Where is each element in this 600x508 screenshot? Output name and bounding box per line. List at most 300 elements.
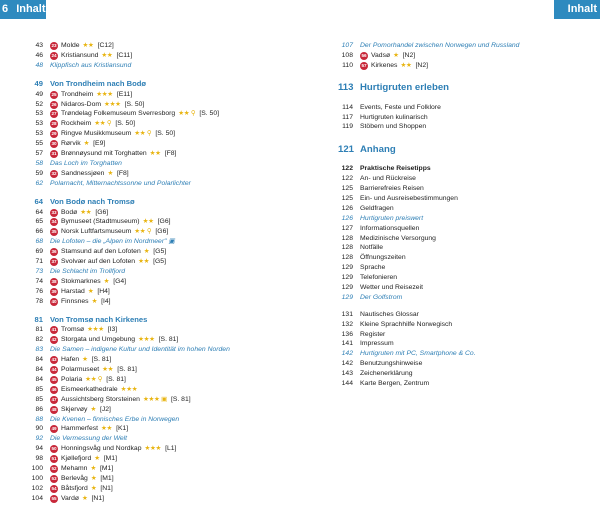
sight-number-badge: 26: [51, 101, 57, 107]
map-reference: [S. 50]: [155, 130, 176, 138]
map-reference: [N2]: [415, 61, 428, 69]
toc-entry-label: Notfälle: [360, 244, 384, 252]
rating-stars-icon: ★★: [82, 42, 94, 49]
toc-entry[interactable]: [338, 339, 578, 349]
toc-entry[interactable]: [338, 369, 578, 379]
map-reference: [M1]: [100, 474, 114, 482]
map-reference: [S. 81]: [158, 336, 179, 344]
toc-feature-entry[interactable]: [28, 237, 298, 247]
sight-number-badge: 42: [51, 337, 57, 343]
toc-entry-text: [360, 194, 458, 204]
toc-entry-text: [360, 61, 428, 71]
toc-entry[interactable]: [338, 330, 578, 340]
toc-entry[interactable]: [28, 247, 298, 257]
toc-entry[interactable]: [28, 51, 298, 61]
toc-entry-text: [50, 217, 170, 227]
toc-page-number: 64: [35, 208, 43, 216]
toc-page-number: 59: [35, 169, 43, 177]
sight-number-badge: 27: [51, 111, 57, 117]
toc-entry-text: [360, 174, 416, 184]
toc-entry[interactable]: [28, 297, 298, 307]
toc-page-number: 107: [341, 42, 353, 49]
sight-number-badge: 39: [51, 288, 57, 294]
toc-entry-text: [50, 179, 191, 189]
toc-entry-text: [360, 184, 424, 194]
sight-number-badge: 48: [51, 406, 57, 412]
toc-entry-text: [360, 339, 394, 349]
chapter-title: Hurtigruten erleben: [360, 82, 450, 94]
toc-entry-text: [50, 385, 140, 395]
toc-feature-entry[interactable]: [338, 41, 578, 51]
map-reference: [S. 50]: [115, 120, 135, 128]
rating-stars-icon: ★: [90, 484, 97, 492]
toc-page-number: 69: [35, 248, 43, 256]
toc-feature-entry[interactable]: [28, 159, 298, 169]
toc-entry[interactable]: [28, 385, 298, 395]
sight-number-badge: 23: [51, 42, 57, 48]
toc-entry[interactable]: [28, 454, 298, 464]
spacer: [338, 96, 578, 103]
toc-entry-text: [50, 355, 111, 365]
toc-entry[interactable]: [28, 227, 298, 237]
toc-entry-label: Medizinische Versorgung: [360, 234, 436, 242]
toc-entry[interactable]: [28, 257, 298, 267]
toc-entry-text: [50, 464, 113, 474]
rating-stars-icon: ★: [90, 464, 96, 472]
toc-page-number: 114: [342, 103, 353, 111]
toc-entry-label: Wetter und Reisezeit: [360, 284, 423, 292]
toc-entry-label: Geldfragen: [360, 204, 394, 212]
toc-page-number: 128: [341, 234, 353, 242]
toc-entry[interactable]: [338, 234, 578, 244]
spacer: [28, 71, 298, 78]
rating-stars-icon: ★: [82, 356, 88, 364]
toc-page-number: 132: [341, 320, 353, 328]
rating-stars-icon: ★★★: [144, 445, 162, 453]
map-reference: [G6]: [155, 228, 169, 236]
sight-name: Kirkenes: [371, 61, 398, 69]
toc-page-number: 73: [35, 267, 43, 275]
sight-name: Polarmuseet: [61, 366, 100, 374]
toc-entry[interactable]: [338, 310, 578, 320]
right-page-number: 7: [590, 22, 597, 34]
sight-number-badge: 53: [51, 475, 57, 481]
sight-name: Brønnøysund mit Torghatten: [61, 150, 147, 158]
toc-entry[interactable]: [338, 113, 578, 123]
toc-entry[interactable]: [338, 61, 578, 71]
sight-name: Bodø: [61, 208, 78, 216]
toc-entry[interactable]: [28, 287, 298, 297]
toc-entry[interactable]: [28, 355, 298, 365]
toc-entry-text: [50, 41, 114, 51]
toc-entry-text: [360, 122, 426, 132]
toc-page-number: 85: [35, 385, 43, 393]
toc-page-number: 129: [341, 293, 353, 301]
toc-entry[interactable]: [28, 90, 298, 100]
sight-name: Ringve Musikkmuseum: [61, 130, 132, 138]
toc-page-number: 141: [341, 340, 353, 348]
toc-entry[interactable]: [28, 395, 298, 405]
toc-entry[interactable]: [28, 208, 298, 218]
toc-entry[interactable]: [28, 494, 298, 504]
toc-entry-text: [360, 359, 422, 369]
toc-feature-entry[interactable]: [28, 267, 298, 277]
toc-entry-text: [360, 164, 431, 174]
toc-entry[interactable]: [28, 217, 298, 227]
toc-page-number: 142: [341, 350, 353, 358]
toc-entry-label: Benutzungshinweise: [360, 360, 423, 368]
toc-entry-text: [50, 51, 132, 61]
sight-number-badge: 51: [51, 456, 57, 462]
toc-entry[interactable]: [28, 325, 298, 335]
toc-entry[interactable]: [338, 379, 578, 389]
toc-entry-label: Das Loch im Torghatten: [50, 159, 122, 167]
map-reference: [K1]: [116, 425, 129, 433]
toc-entry-text: [50, 444, 176, 454]
toc-page-number: 74: [35, 277, 43, 285]
toc-entry-text: [50, 100, 144, 110]
toc-section-heading[interactable]: [28, 313, 298, 325]
sight-number-badge: 56: [361, 52, 367, 58]
toc-entry-label: Die Kvenen – finnisches Erbe in Norwegen: [50, 415, 180, 423]
toc-entry[interactable]: [338, 263, 578, 273]
sight-name: Harstad: [61, 287, 85, 295]
toc-page-number: 46: [35, 51, 43, 59]
map-reference: [S. 81]: [170, 395, 191, 403]
sight-number-badge: 46: [51, 386, 57, 392]
toc-entry-text: [50, 257, 166, 267]
toc-page-number: 85: [35, 395, 43, 403]
toc-page-number: 110: [342, 61, 353, 69]
toc-entry[interactable]: [28, 41, 298, 51]
rating-stars-icon: ★★★: [96, 90, 113, 98]
rating-stars-icon: ★: [87, 287, 94, 295]
chapter-title: Anhang: [360, 143, 396, 155]
rating-stars-icon: ★★ ⚲: [178, 110, 196, 118]
toc-entry-text: [50, 169, 129, 179]
toc-entry[interactable]: [338, 204, 578, 214]
toc-entry[interactable]: [338, 283, 578, 293]
map-reference: [F8]: [116, 169, 129, 177]
sight-name: Storgata und Umgebung: [61, 336, 136, 344]
map-reference: [G4]: [113, 277, 127, 285]
rating-stars-icon: ★★: [138, 258, 150, 266]
toc-page-number: 76: [35, 287, 43, 295]
toc-entry[interactable]: [28, 474, 298, 484]
toc-page-number: 83: [35, 346, 43, 354]
rating-stars-icon: ★: [82, 494, 88, 502]
rating-stars-icon: ★★: [80, 208, 92, 216]
toc-page-number: 104: [31, 494, 43, 502]
toc-entry-label: Zeichenerklärung: [360, 370, 413, 378]
toc-entry[interactable]: [28, 169, 298, 179]
sight-name: Honningsvåg und Nordkap: [61, 445, 142, 453]
sight-name: Stokmarknes: [61, 277, 101, 285]
toc-page-number: 92: [35, 435, 43, 443]
toc-entry[interactable]: [338, 253, 578, 263]
sight-name: Stamsund auf den Lofoten: [61, 248, 141, 256]
rating-stars-icon: ★★: [101, 425, 113, 433]
toc-entry-text: [50, 484, 113, 494]
toc-entry-text: [50, 247, 166, 257]
toc-subheading[interactable]: [338, 164, 578, 174]
toc-entry-label: Sprache: [360, 264, 386, 272]
rating-stars-icon: ★★★: [104, 100, 121, 108]
left-header-title: Inhalt: [16, 3, 46, 15]
toc-entry-text: [50, 474, 114, 484]
map-reference: [M1]: [103, 455, 117, 463]
toc-feature-entry[interactable]: [28, 345, 298, 355]
toc-entry[interactable]: [28, 424, 298, 434]
sight-number-badge: 41: [51, 327, 57, 333]
map-reference: [I4]: [101, 297, 111, 305]
toc-entry[interactable]: [28, 484, 298, 494]
toc-entry-label: Die Samen – indigene Kultur und Identität im hohen Norden: [50, 346, 230, 354]
toc-page-number: 52: [35, 100, 43, 108]
toc-entry-text: [360, 41, 519, 51]
map-reference: [N1]: [100, 484, 113, 492]
sight-name: Kristiansund: [61, 51, 99, 59]
toc-page-number: 84: [35, 366, 43, 374]
rating-stars-icon: ★: [94, 455, 100, 463]
toc-page-number: 53: [35, 130, 43, 138]
toc-page-number: 108: [341, 51, 353, 59]
toc-page-number: 128: [341, 244, 353, 252]
toc-section-heading[interactable]: [28, 196, 298, 208]
rating-stars-icon: ★: [83, 140, 90, 148]
toc-entry[interactable]: [338, 194, 578, 204]
toc-page-number: 55: [35, 140, 43, 148]
toc-entry-label: Impressum: [360, 340, 394, 348]
sight-name: Trondheim: [61, 90, 94, 98]
toc-page-number: 143: [341, 370, 353, 378]
sight-name: Nidaros-Dom: [61, 100, 102, 108]
map-reference: [J2]: [99, 405, 111, 413]
toc-page-number: 100: [31, 464, 43, 472]
toc-entry-text: [360, 320, 452, 330]
toc-feature-entry[interactable]: [338, 214, 578, 224]
toc-entry[interactable]: [28, 375, 298, 385]
toc-entry[interactable]: [338, 273, 578, 283]
toc-section-heading[interactable]: [28, 78, 298, 90]
sight-number-badge: 32: [51, 170, 57, 176]
toc-page-number: 117: [342, 113, 353, 121]
toc-page-number: 84: [35, 356, 43, 364]
toc-entry-text: [50, 287, 110, 297]
toc-page-number: 57: [35, 150, 43, 158]
sight-name: Kjøllefjord: [61, 455, 92, 463]
toc-entry[interactable]: [28, 119, 298, 129]
toc-entry-text: [360, 310, 419, 320]
toc-entry[interactable]: [28, 149, 298, 159]
toc-entry-text: [360, 103, 441, 113]
rating-stars-icon: ★★★: [87, 326, 104, 334]
toc-page-number: 126: [341, 214, 353, 222]
toc-entry-label: Von Trondheim nach Bodø: [50, 78, 147, 88]
rating-stars-icon: ★: [143, 248, 150, 256]
toc-page-number: 82: [35, 336, 43, 344]
toc-entry-text: [360, 224, 419, 234]
sight-number-badge: 28: [51, 121, 57, 127]
chapter-heading[interactable]: [338, 80, 578, 96]
toc-entry-text: [50, 208, 108, 218]
toc-entry[interactable]: [338, 320, 578, 330]
toc-page-number: 119: [342, 123, 353, 131]
map-reference: [S. 81]: [117, 366, 137, 374]
toc-entry-text: [50, 197, 135, 207]
sight-name: Båtsfjord: [61, 484, 88, 492]
toc-entry-text: [50, 61, 131, 71]
sight-number-badge: 44: [51, 367, 57, 372]
map-reference: [S. 81]: [106, 375, 126, 383]
toc-entry[interactable]: [28, 129, 298, 139]
rating-stars-icon: ★★ ⚲: [134, 228, 152, 236]
toc-page-number: 84: [35, 375, 43, 383]
toc-entry-text: [360, 379, 429, 389]
toc-entry[interactable]: [338, 51, 578, 61]
rating-stars-icon: ★★ ⚲: [85, 375, 103, 383]
toc-entry-label: Events, Feste und Folklore: [360, 103, 441, 111]
sight-name: Bymuseet (Stadtmuseum): [61, 218, 140, 226]
sight-number-badge: 45: [51, 376, 57, 382]
rating-stars-icon: ★★: [102, 366, 114, 374]
toc-page-number: 125: [341, 185, 353, 193]
toc-entry-text: [50, 454, 117, 464]
rating-stars-icon: ★: [91, 297, 98, 305]
toc-entry-label: Klippfisch aus Kristiansund: [50, 61, 132, 69]
sight-number-badge: 49: [51, 426, 57, 432]
toc-entry-label: Barrierefreies Reisen: [360, 185, 424, 193]
sight-name: Tromsø: [61, 326, 85, 334]
toc-entry-text: [50, 277, 126, 287]
toc-feature-entry[interactable]: [28, 179, 298, 189]
toc-entry-label: Hurtigruten kulinarisch: [360, 113, 428, 121]
toc-entry-text: [360, 253, 406, 263]
sight-number-badge: 43: [51, 357, 57, 363]
chapter-heading[interactable]: [338, 141, 578, 157]
toc-feature-entry[interactable]: [338, 293, 578, 303]
toc-entry-text: [50, 494, 104, 504]
toc-feature-entry[interactable]: [28, 61, 298, 71]
toc-entry-text: [360, 214, 423, 224]
rating-stars-icon: ★: [103, 277, 110, 285]
sight-number-badge: 47: [51, 396, 57, 402]
toc-entry-label: Praktische Reisetipps: [360, 165, 431, 173]
toc-entry-text: [360, 283, 423, 293]
sight-number-badge: 25: [51, 91, 57, 97]
toc-entry-text: [50, 119, 135, 129]
toc-entry-text: [50, 139, 105, 149]
toc-entry[interactable]: [28, 365, 298, 375]
toc-entry[interactable]: [338, 122, 578, 132]
sight-name: Hammerfest: [61, 425, 99, 433]
toc-entry-label: Die Schlacht im Trollfjord: [50, 267, 126, 275]
sight-number-badge: 33: [51, 209, 57, 215]
toc-entry[interactable]: [28, 464, 298, 474]
sight-name: Norsk Luftfartsmuseum: [61, 228, 132, 236]
toc-entry[interactable]: [338, 184, 578, 194]
toc-page-number: 43: [35, 42, 43, 49]
toc-entry-label: Telefonieren: [360, 274, 398, 282]
map-reference: [G5]: [153, 248, 167, 256]
right-header-title: Inhalt: [567, 3, 597, 15]
map-reference: [I3]: [107, 326, 118, 334]
toc-page-number: 142: [341, 360, 353, 368]
toc-entry[interactable]: [338, 103, 578, 113]
toc-page-number: 129: [341, 274, 353, 282]
toc-page-number: 90: [35, 425, 43, 433]
toc-page-number: 65: [35, 218, 43, 226]
chapter-page-number: 113: [338, 82, 354, 94]
toc-entry[interactable]: [28, 277, 298, 287]
map-reference: [G6]: [95, 208, 109, 216]
map-reference: [C12]: [97, 42, 114, 49]
spacer: [28, 306, 298, 313]
toc-entry-label: Die Lofoten – die „Alpen im Nordmeer" ▣: [50, 238, 175, 246]
sight-number-badge: 34: [51, 219, 57, 225]
toc-entry[interactable]: [338, 359, 578, 369]
map-reference: [L1]: [165, 445, 177, 453]
toc-entry-text: [360, 204, 394, 214]
sight-name: Aussichtsberg Storsteinen: [61, 395, 140, 403]
rating-stars-icon: ★: [90, 405, 96, 413]
toc-entry[interactable]: [28, 109, 298, 119]
toc-entry[interactable]: [28, 405, 298, 415]
toc-entry-text: [360, 113, 428, 123]
map-reference: [N2]: [402, 51, 416, 59]
toc-feature-entry[interactable]: [28, 434, 298, 444]
toc-entry[interactable]: [28, 100, 298, 110]
toc-entry[interactable]: [28, 335, 298, 345]
toc-page-number: 144: [341, 380, 353, 388]
toc-entry-text: [360, 234, 436, 244]
toc-entry-text: [50, 129, 175, 139]
toc-entry-text: [50, 237, 175, 247]
toc-entry[interactable]: [338, 174, 578, 184]
toc-entry-text: [50, 109, 219, 119]
toc-entry[interactable]: [28, 139, 298, 149]
sight-name: Trøndelag Folkemuseum Sverresborg: [61, 110, 176, 118]
toc-page-number: 78: [35, 297, 43, 305]
toc-feature-entry[interactable]: [338, 349, 578, 359]
sight-number-badge: 24: [51, 52, 57, 58]
sight-name: Rørvik: [61, 140, 81, 148]
sight-name: Berlevåg: [61, 474, 88, 482]
toc-entry-text: [50, 79, 146, 89]
sight-number-badge: 57: [361, 62, 367, 68]
toc-feature-entry[interactable]: [28, 415, 298, 425]
toc-entry-label: Register: [360, 330, 386, 338]
toc-left-column: [28, 41, 298, 504]
toc-entry[interactable]: [338, 243, 578, 253]
toc-entry-label: Öffnungszeiten: [360, 254, 406, 262]
toc-entry[interactable]: [28, 444, 298, 454]
toc-page-number: 122: [341, 175, 353, 183]
sight-number-badge: 40: [51, 298, 57, 304]
sight-number-badge: 55: [51, 495, 57, 501]
sight-number-badge: 37: [51, 258, 57, 264]
toc-entry-label: Hurtigruten mit PC, Smartphone & Co.: [360, 350, 476, 358]
toc-page-number: 127: [341, 224, 353, 232]
sight-name: Hafen: [61, 356, 80, 364]
toc-entry-text: [360, 293, 402, 303]
toc-entry-label: Karte Bergen, Zentrum: [360, 380, 430, 388]
toc-entry-text: [50, 227, 168, 237]
toc-entry[interactable]: [338, 224, 578, 234]
toc-entry-text: [50, 297, 111, 307]
rating-stars-icon: ★: [107, 169, 113, 177]
chapter-page-number: 121: [338, 143, 355, 155]
